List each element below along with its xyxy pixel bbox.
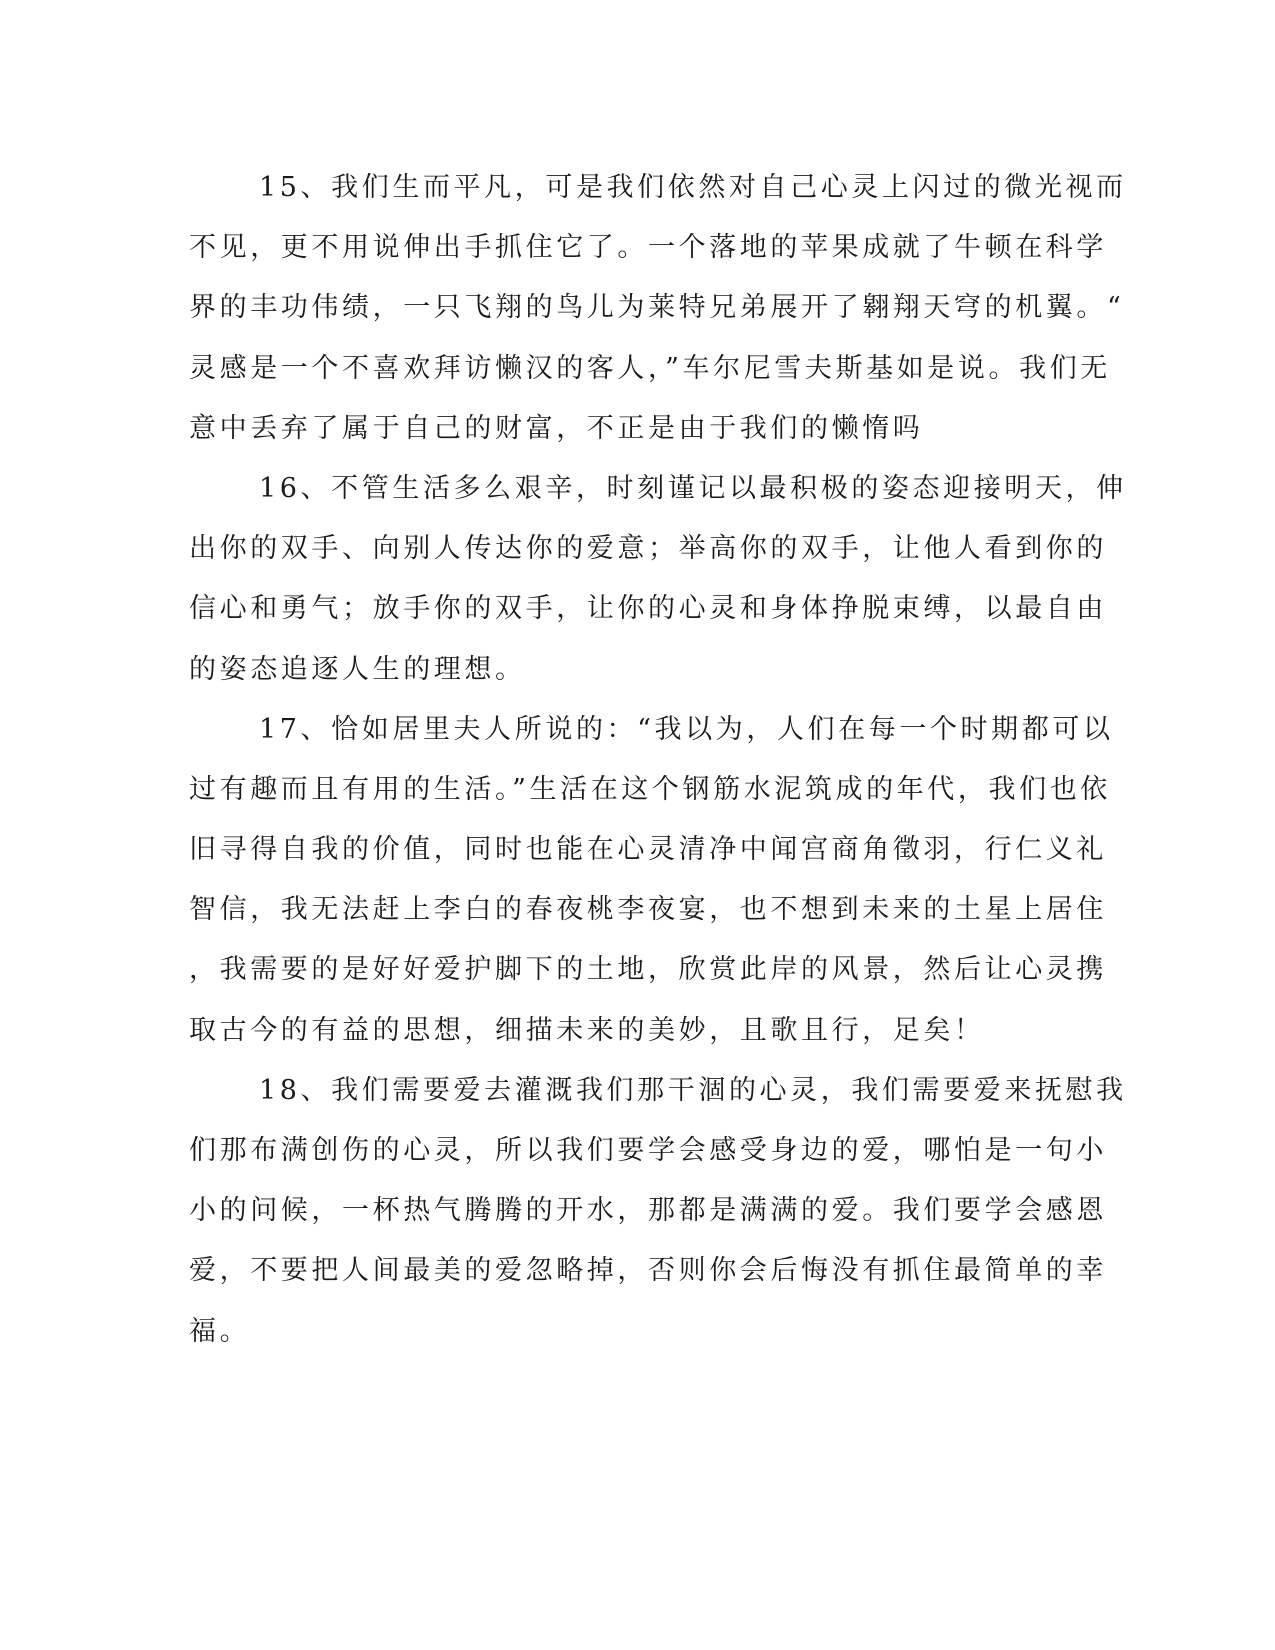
- document-body: [189, 158, 1127, 1362]
- paragraph-15-line-5: 意中丢弃了属于自己的财富，不正是由于我们的懒惰吗: [189, 412, 924, 444]
- paragraph-16-line-4: 的姿态追逐人生的理想。: [189, 653, 526, 685]
- paragraph-18-line-2: 们那布满创伤的心灵，所以我们要学会感受身边的爱，哪怕是一句小: [189, 1135, 1107, 1166]
- paragraph-15-line-2: 不见，更不用说伸出手抓住它了。一个落地的苹果成就了牛顿在科学: [189, 232, 1107, 264]
- paragraph-18-line-1: 18、我们需要爱去灌溉我们那干涸的心灵，我们需要爱来抚慰我: [259, 1074, 1127, 1106]
- paragraph-18-line-4: 爱，不要把人间最美的爱忽略掉，否则你会后悔没有抓住最简单的幸: [189, 1255, 1107, 1287]
- paragraph-16-line-2: 出你的双手、向别人传达你的爱意；举高你的双手，让他人看到你的: [189, 533, 1107, 565]
- paragraph-17-line-6: 取古今的有益的思想，细描未来的美妙，且歌且行，足矣！: [189, 1014, 985, 1046]
- paragraph-15-line-1: 15、我们生而平凡，可是我们依然对自己心灵上闪过的微光视而: [259, 172, 1127, 203]
- paragraph-17-line-3: 旧寻得自我的价值，同时也能在心灵清净中闻宫商角徵羽，行仁义礼: [189, 834, 1107, 866]
- paragraph-17-line-5: ，我需要的是好好爱护脚下的土地，欣赏此岸的风景，然后让心灵携: [189, 954, 1107, 986]
- paragraph-16-line-1: 16、不管生活多么艰辛，时刻谨记以最积极的姿态迎接明天，伸: [259, 472, 1127, 504]
- paragraph-15-line-3: 界的丰功伟绩，一只飞翔的鸟儿为莱特兄弟展开了翱翔天穹的机翼。“: [189, 292, 1125, 324]
- paragraph-15-line-4: 灵感是一个不喜欢拜访懒汉的客人，”车尔尼雪夫斯基如是说。我们无: [189, 352, 1111, 384]
- paragraph-18-line-3: 小的问候，一杯热气腾腾的开水，那都是满满的爱。我们要学会感恩: [189, 1195, 1107, 1227]
- paragraph-16-line-3: 信心和勇气；放手你的双手，让你的心灵和身体挣脱束缚，以最自由: [189, 593, 1107, 625]
- paragraph-17-line-1: 17、恰如居里夫人所说的：“我以为，人们在每一个时期都可以: [259, 713, 1114, 745]
- paragraph-17-line-4: 智信，我无法赶上李白的春夜桃李夜宴，也不想到未来的土星上居住: [189, 894, 1107, 926]
- paragraph-18-line-5: 福。: [189, 1315, 251, 1347]
- paragraph-17-line-2: 过有趣而且有用的生活。”生活在这个钢筋水泥筑成的年代，我们也依: [189, 773, 1111, 805]
